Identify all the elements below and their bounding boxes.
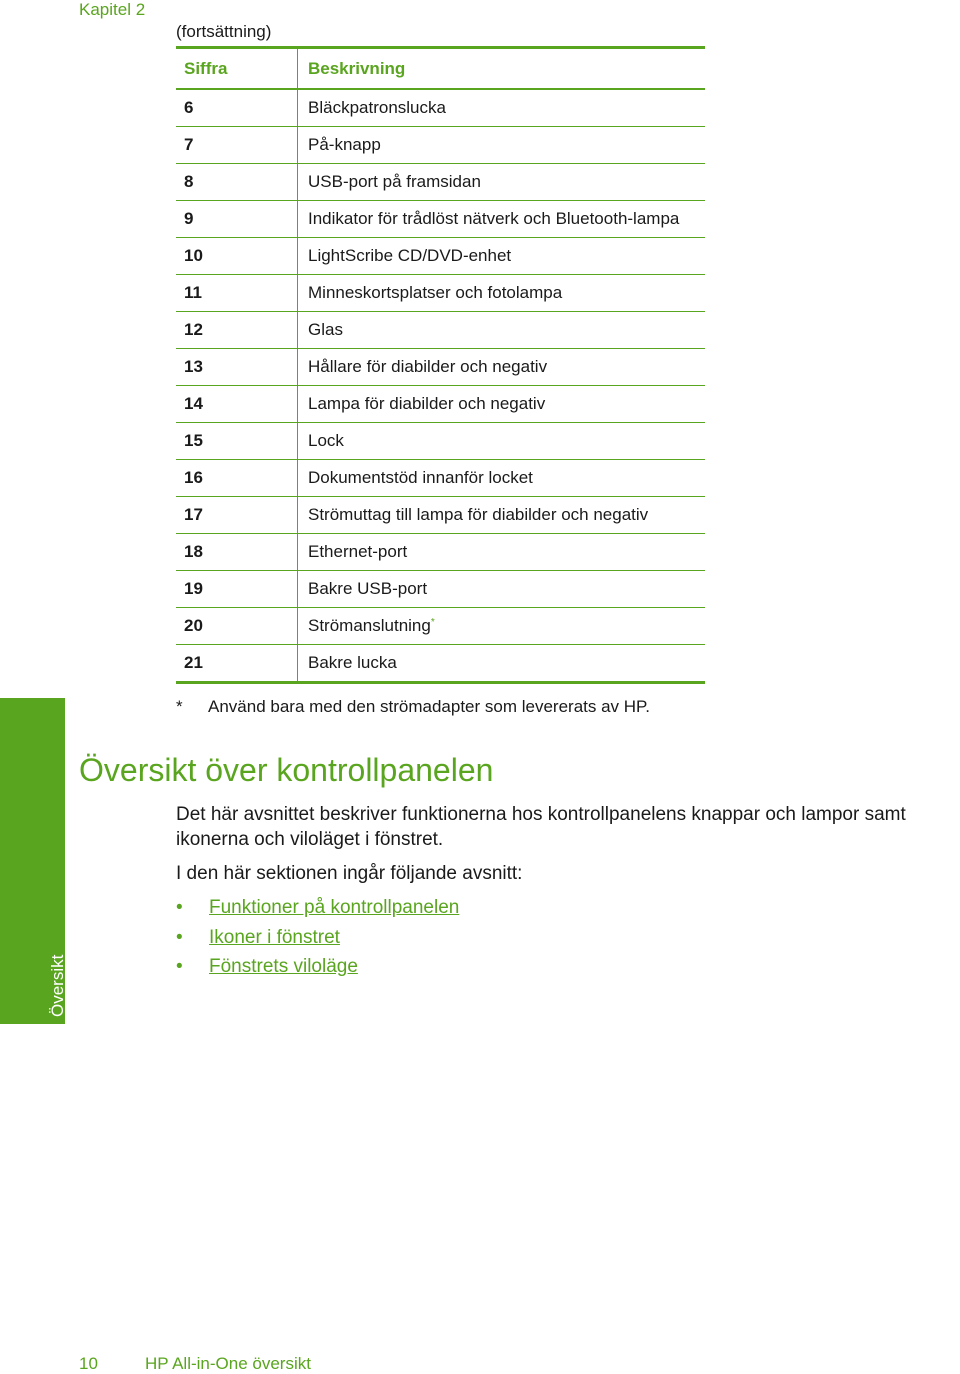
- column-header-description: Beskrivning: [298, 48, 706, 90]
- table-header-row: [176, 48, 705, 90]
- table-row: [176, 275, 705, 312]
- table-row: [176, 238, 705, 275]
- side-tab-label: Översikt: [48, 954, 67, 1017]
- table-row: [176, 571, 705, 608]
- row-number: 10: [176, 238, 298, 275]
- table-row: [176, 497, 705, 534]
- table-row: [176, 423, 705, 460]
- row-description: Lampa för diabilder och negativ: [298, 386, 706, 423]
- table-row: [176, 201, 705, 238]
- table-footnote: [176, 697, 650, 717]
- row-description: Bläckpatronslucka: [298, 89, 706, 127]
- table-row: [176, 164, 705, 201]
- row-description-text: Strömanslutning: [308, 616, 431, 635]
- row-number: 15: [176, 423, 298, 460]
- page-number: 10: [79, 1354, 98, 1373]
- bullet-icon: •: [176, 956, 183, 977]
- section-link-list: [176, 895, 459, 984]
- table-row: [176, 534, 705, 571]
- row-number: 9: [176, 201, 298, 238]
- row-description: Hållare för diabilder och negativ: [298, 349, 706, 386]
- table-row: [176, 608, 705, 645]
- row-description: Indikator för trådlöst nätverk och Bluetooth-lampa: [298, 201, 706, 238]
- section-contents-intro: I den här sektionen ingår följande avsnitt:: [176, 863, 523, 884]
- link-display-sleep-state[interactable]: Fönstrets viloläge: [209, 956, 358, 977]
- row-description: LightScribe CD/DVD-enhet: [298, 238, 706, 275]
- row-description: Bakre lucka: [308, 653, 397, 672]
- section-intro: Det här avsnittet beskriver funktionerna hos kontrollpanelens knappar och lampor samt ikonerna och viloläget i fönstret.: [176, 804, 906, 850]
- column-header-number: Siffra: [176, 48, 298, 90]
- row-number: 18: [176, 534, 298, 571]
- row-description: Glas: [298, 312, 706, 349]
- row-number: 14: [176, 386, 298, 423]
- footnote-text: Använd bara med den strömadapter som levererats av HP.: [208, 697, 650, 716]
- row-description: [298, 608, 706, 645]
- table-row: [176, 312, 705, 349]
- row-number: 20: [176, 608, 298, 645]
- row-number: 12: [176, 312, 298, 349]
- section-heading: Översikt över kontrollpanelen: [79, 752, 494, 788]
- row-number: 7: [176, 127, 298, 164]
- row-description: USB-port på framsidan: [298, 164, 706, 201]
- row-number: 17: [176, 497, 298, 534]
- row-number: 21: [176, 645, 298, 683]
- row-description: Minneskortsplatser och fotolampa: [298, 275, 706, 312]
- row-number: 6: [176, 89, 298, 127]
- footnote-mark: *: [176, 697, 183, 716]
- row-description: Dokumentstöd innanför locket: [298, 460, 706, 497]
- table-row: [176, 645, 705, 683]
- list-item: [176, 895, 459, 925]
- row-number: 13: [176, 349, 298, 386]
- table-row: [176, 127, 705, 164]
- chapter-label: Kapitel 2: [79, 0, 146, 19]
- table-row: [176, 89, 705, 127]
- table-row: [176, 386, 705, 423]
- table-row: [176, 460, 705, 497]
- row-description: Strömuttag till lampa för diabilder och negativ: [298, 497, 706, 534]
- link-control-panel-features[interactable]: Funktioner på kontrollpanelen: [209, 897, 460, 918]
- table-row: [176, 349, 705, 386]
- list-item: [176, 925, 459, 955]
- row-number: 16: [176, 460, 298, 497]
- link-display-icons[interactable]: Ikoner i fönstret: [209, 926, 340, 948]
- bullet-icon: •: [176, 897, 183, 918]
- row-description: Ethernet-port: [298, 534, 706, 571]
- footer-title: HP All-in-One översikt: [145, 1354, 311, 1373]
- row-number: 8: [176, 164, 298, 201]
- list-item: [176, 954, 459, 984]
- row-number: 19: [176, 571, 298, 608]
- table-continuation-label: (fortsättning): [176, 22, 272, 41]
- row-description: Bakre USB-port: [298, 571, 706, 608]
- parts-table: [176, 46, 705, 684]
- footnote-reference: *: [430, 617, 435, 628]
- row-number: 11: [176, 275, 298, 312]
- bullet-icon: •: [176, 926, 183, 948]
- row-description: På-knapp: [298, 127, 706, 164]
- row-description: Lock: [298, 423, 706, 460]
